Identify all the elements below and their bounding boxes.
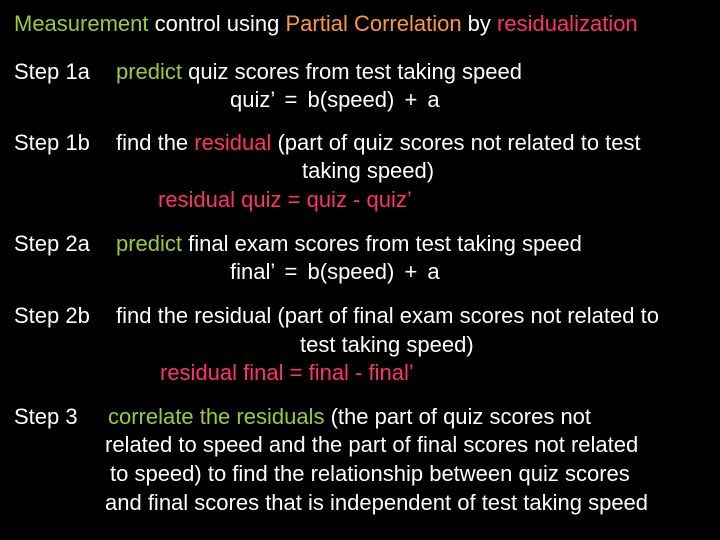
step2a-rest: final exam scores from test taking speed [182,231,582,256]
step1b-pre: find the [116,130,195,155]
step1b-line2: taking speed) [302,158,435,183]
step1a-keyword: predict [116,59,183,84]
step3-line4: and final scores that is independent of test taking speed [105,490,649,515]
step1a-label: Step 1a [14,59,90,84]
step3-line1 [108,406,591,428]
step3-keyword: correlate the residuals [108,404,325,429]
step3-line2: related to speed and the part of final scores not related [105,432,639,457]
step1b-formula: residual quiz = quiz - quiz’ [158,187,412,212]
step1b-rest: (part of quiz scores not related to test [271,130,641,155]
step3-label: Step 3 [14,404,78,429]
step1b-text [116,132,641,154]
title-partial-correlation: Partial Correlation [285,11,462,36]
step2a-formula: final’ = b(speed) + a [230,259,440,284]
step1a-formula: quiz’ = b(speed) + a [230,87,440,112]
slide-title [14,13,638,35]
title-text-by: by [461,11,498,36]
step2a-text [116,233,582,255]
step2b-line2: test taking speed) [300,332,474,357]
title-measurement: Measurement [14,11,149,36]
step1b-label: Step 1b [14,130,90,155]
step2a-label: Step 2a [14,231,90,256]
title-residualization: residualization [497,11,638,36]
step3-line3: to speed) to find the relationship between quiz scores [110,461,630,486]
step1a-rest: quiz scores from test taking speed [182,59,522,84]
step2b-formula: residual final = final - final’ [160,360,414,385]
step2a-keyword: predict [116,231,183,256]
step3-rest: (the part of quiz scores not [324,404,592,429]
title-text-control: control using [148,11,286,36]
step2b-line1: find the residual (part of final exam scores not related to [116,303,659,328]
step1b-keyword: residual [194,130,272,155]
step2b-label: Step 2b [14,303,90,328]
step1a-text [116,61,522,83]
